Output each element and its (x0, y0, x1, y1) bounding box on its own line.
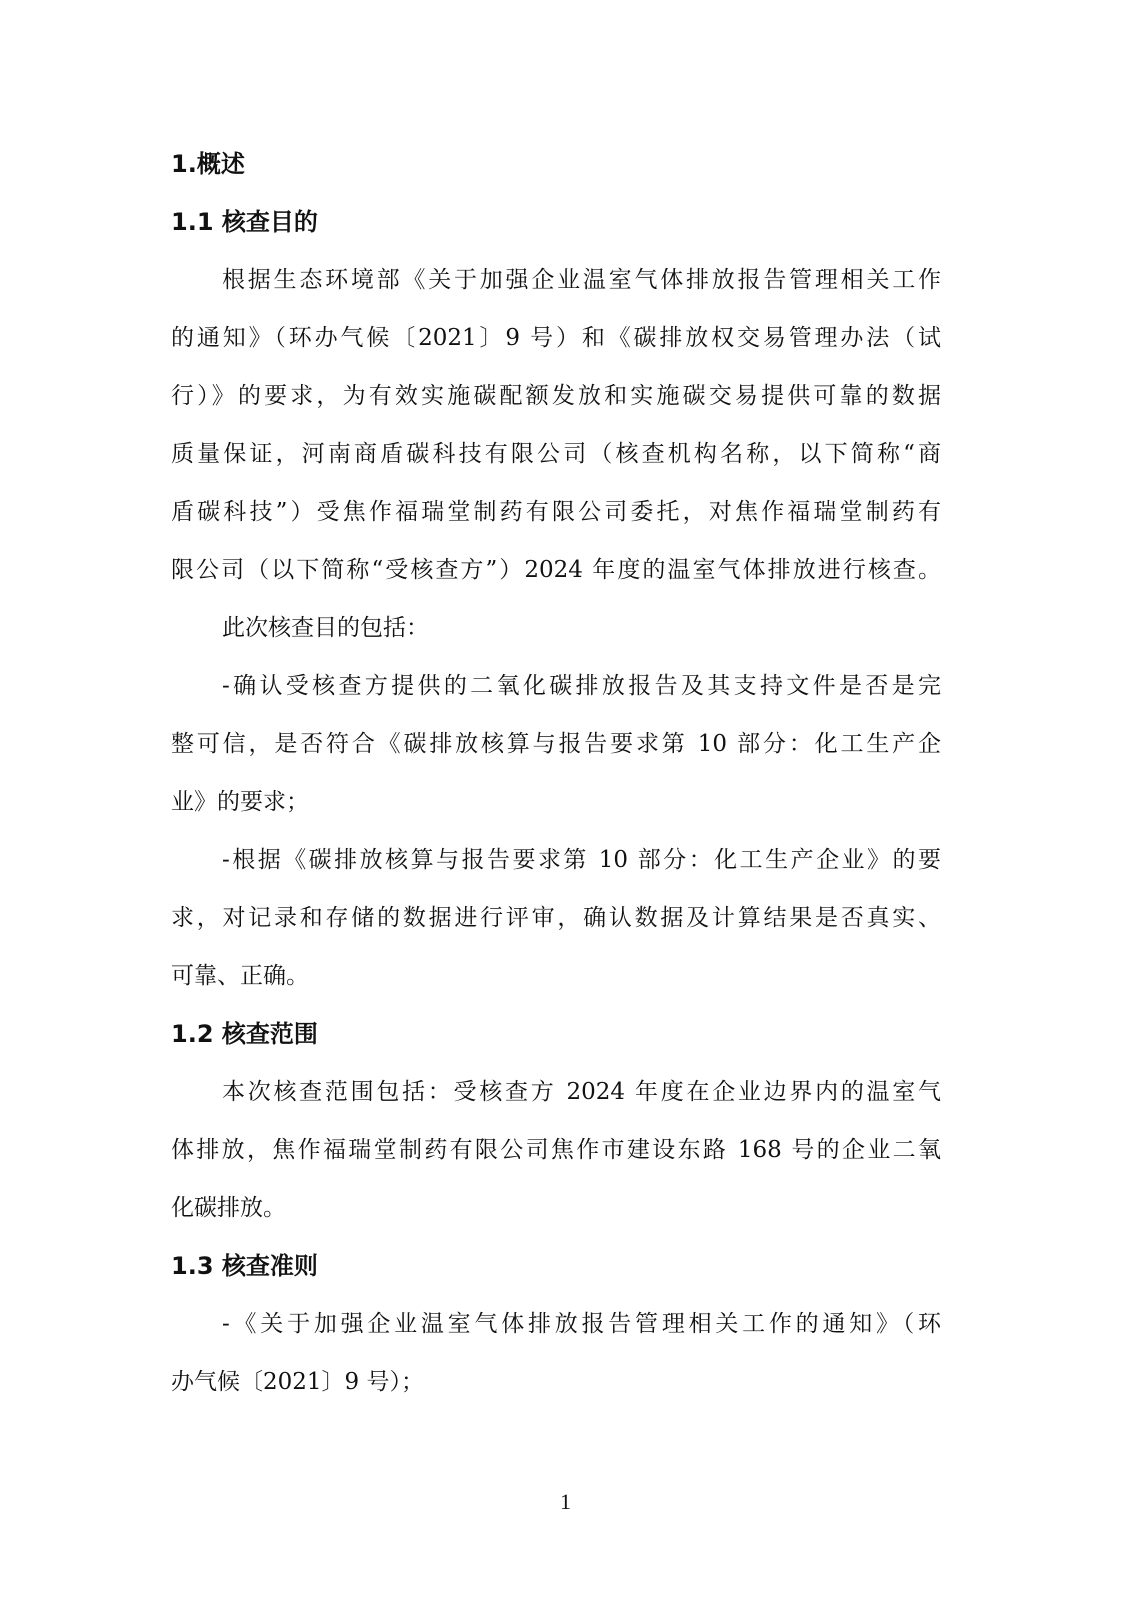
paragraph-line: 根据生态环境部《关于加强企业温室气体排放报告管理相关工作 (222, 267, 941, 293)
paragraph-line: 本次核查范围包括：受核查方 2024 年度在企业边界内的温室气 (222, 1079, 941, 1105)
section-heading-1-1: 1.1 核查目的 (171, 208, 318, 236)
paragraph-line: 限公司（以下简称“受核查方”）2024 年度的温室气体排放进行核查。 (171, 557, 941, 583)
paragraph-line: 盾碳科技”）受焦作福瑞堂制药有限公司委托，对焦作福瑞堂制药有 (171, 499, 941, 525)
paragraph-line: 的通知》（环办气候〔2021〕9 号）和《碳排放权交易管理办法（试 (171, 325, 941, 351)
section-heading-1-2: 1.2 核查范围 (171, 1020, 318, 1048)
section-heading-1: 1.概述 (171, 150, 245, 178)
paragraph-line: 质量保证，河南商盾碳科技有限公司（核查机构名称，以下简称“商 (171, 441, 941, 467)
section-heading-1-3: 1.3 核查准则 (171, 1252, 318, 1280)
paragraph-line: -确认受核查方提供的二氧化碳排放报告及其支持文件是否是完 (222, 673, 941, 699)
paragraph-line: 业》的要求； (171, 789, 309, 815)
paragraph-line: 可靠、正确。 (171, 963, 309, 989)
paragraph-line: 行）》的要求，为有效实施碳配额发放和实施碳交易提供可靠的数据 (171, 383, 941, 409)
paragraph-line: 求，对记录和存储的数据进行评审，确认数据及计算结果是否真实、 (171, 905, 941, 931)
paragraph-line: 办气候〔2021〕9 号）； (171, 1369, 424, 1395)
paragraph-line: 此次核查目的包括： (222, 615, 429, 641)
page-number: 1 (560, 1489, 571, 1514)
paragraph-line: -《关于加强企业温室气体排放报告管理相关工作的通知》（环 (222, 1311, 941, 1337)
paragraph-line: -根据《碳排放核算与报告要求第 10 部分：化工生产企业》的要 (222, 847, 941, 873)
paragraph-line: 体排放，焦作福瑞堂制药有限公司焦作市建设东路 168 号的企业二氧 (171, 1137, 941, 1163)
paragraph-line: 化碳排放。 (171, 1195, 286, 1221)
paragraph-line: 整可信，是否符合《碳排放核算与报告要求第 10 部分：化工生产企 (171, 731, 941, 757)
